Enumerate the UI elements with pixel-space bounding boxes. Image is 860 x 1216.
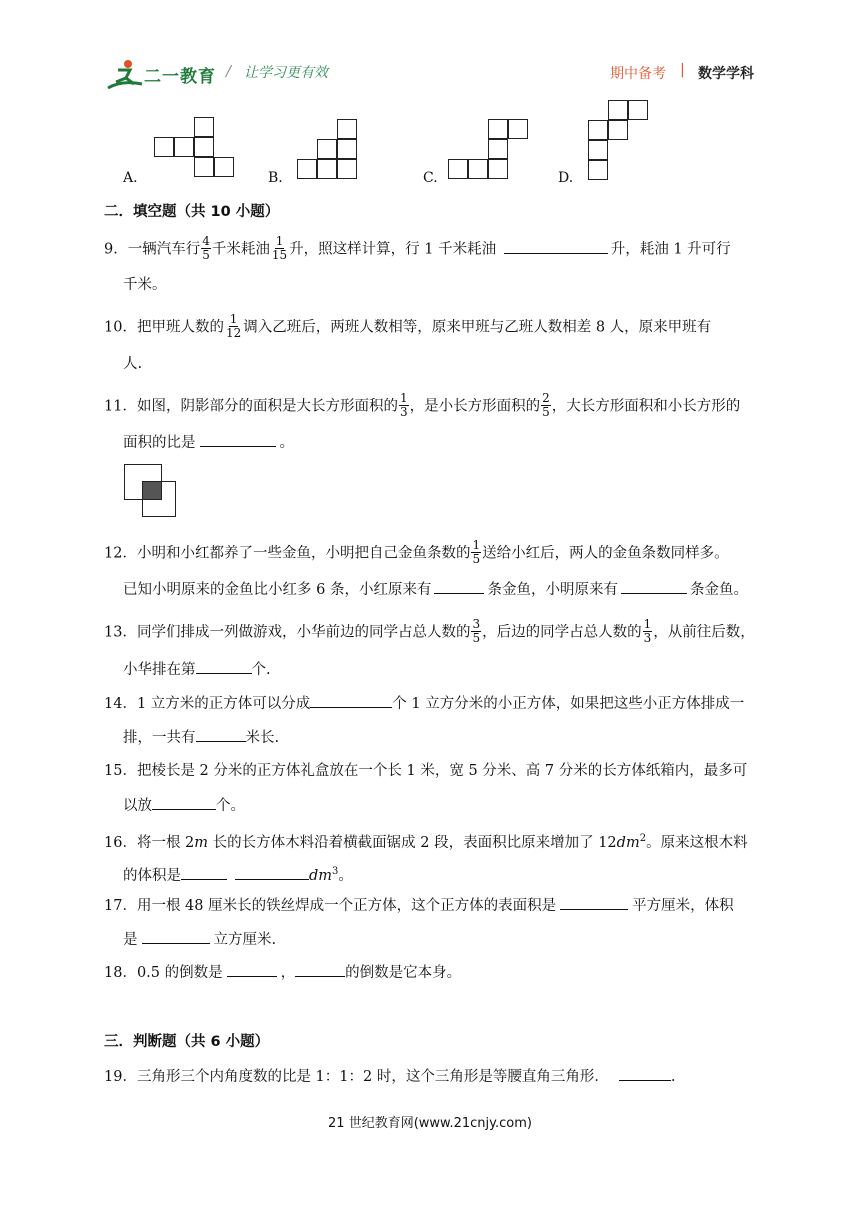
question-12-cont: 已知小明原来的金鱼比小红多 6 条，小红原来有 条金鱼，小明原来有 条金鱼。 bbox=[123, 579, 748, 600]
slogan-divider: / bbox=[226, 62, 232, 80]
question-16-cont: 的体积是 $dm^3$。 bbox=[123, 866, 353, 884]
question-15-cont: 以放 个。 bbox=[123, 795, 245, 816]
answer-blank[interactable] bbox=[196, 659, 252, 674]
answer-blank[interactable] bbox=[434, 579, 484, 594]
option-d-label: D. bbox=[558, 170, 574, 186]
shaded-region bbox=[143, 482, 161, 499]
question-10-cont: 人. bbox=[123, 356, 143, 372]
answer-blank[interactable] bbox=[181, 865, 227, 880]
fraction: $\frac{1}{12}$ bbox=[225, 312, 242, 340]
question-15: 15．把棱长是 2 分米的正方体礼盒放在一个长 1 米，宽 5 分米、高 7 分米的长方体纸箱内，最多可 bbox=[104, 763, 748, 779]
fraction: $\frac{3}{5}$ bbox=[472, 617, 481, 645]
answer-blank[interactable] bbox=[621, 579, 687, 594]
question-18: 18．0.5 的倒数是 ， 的倒数是它本身。 bbox=[104, 962, 461, 983]
question-17: 17．用一根 48 厘米长的铁丝焊成一个正方体，这个正方体的表面积是 平方厘米，体积 bbox=[104, 895, 734, 916]
header-tag-subject: 数学学科 bbox=[698, 66, 754, 82]
answer-blank[interactable] bbox=[142, 929, 210, 944]
section-fill-in-title: 二．填空题（共 10 小题） bbox=[104, 204, 280, 220]
fraction: $\frac{2}{5}$ bbox=[542, 391, 550, 419]
slogan: 让学习更有效 bbox=[244, 65, 328, 81]
section-true-false-title: 三．判断题（共 6 小题） bbox=[104, 1034, 270, 1050]
fraction: $\frac{1}{15}$ bbox=[271, 234, 288, 262]
question-12: 12．小明和小红都养了一些金鱼，小明把自己金鱼条数的 $\frac{1}{5}$ 送给小红后，两人的金鱼条数同样多。 bbox=[104, 538, 729, 566]
answer-blank[interactable] bbox=[196, 727, 246, 742]
question-17-cont: 是 立方厘米. bbox=[123, 929, 276, 950]
question-13-cont: 小华排在第 个. bbox=[123, 659, 271, 680]
question-16: 16．将一根 2m 长的长方体木料沿着横截面锯成 2 段，表面积比原来增加了 $12dm^2$。原来这根木料 bbox=[104, 833, 748, 851]
header bbox=[100, 56, 760, 92]
question-14: 14．1 立方米的正方体可以分成 个 1 立方分米的小正方体，如果把这些小正方体排成一 bbox=[104, 693, 744, 714]
question-9-cont: 千米。 bbox=[123, 277, 167, 293]
answer-blank[interactable] bbox=[560, 895, 628, 910]
answer-blank[interactable] bbox=[227, 962, 277, 977]
answer-blank[interactable] bbox=[200, 432, 276, 447]
answer-blank[interactable] bbox=[619, 1066, 671, 1081]
question-10: 10．把甲班人数的 $\frac{1}{12}$ 调入乙班后，两班人数相等，原来甲班与乙班人数相差 8 人，原来甲班有 bbox=[104, 312, 712, 340]
question-11: 11．如图，阴影部分的面积是大长方形面积的 $\frac{1}{3}$ ，是小长方形面积的 $\frac{2}{5}$ ，大长方形面积和小长方形的 bbox=[104, 391, 741, 419]
answer-blank[interactable] bbox=[310, 693, 392, 708]
option-a-label: A. bbox=[123, 170, 138, 186]
question-19: 19．三角形三个内角度数的比是 1：1：2 时，这个三角形是等腰直角三角形． . bbox=[104, 1066, 675, 1087]
header-separator: | bbox=[680, 62, 685, 78]
fraction: $\frac{1}{5}$ bbox=[472, 538, 481, 566]
footer: 21 世纪教育网(www.21cnjy.com) bbox=[328, 1116, 532, 1131]
fraction: $\frac{1}{3}$ bbox=[643, 617, 652, 645]
answer-blank[interactable] bbox=[235, 865, 309, 880]
option-c-label: C. bbox=[423, 170, 438, 186]
answer-blank[interactable] bbox=[295, 962, 345, 977]
question-13: 13．同学们排成一列做游戏，小华前边的同学占总人数的 $\frac{3}{5}$ ，后边的同学占总人数的 $\frac{1}{3}$ ，从前往后数， bbox=[104, 617, 755, 645]
answer-blank[interactable] bbox=[504, 239, 608, 254]
fraction: $\frac{1}{3}$ bbox=[399, 391, 408, 419]
answer-blank[interactable] bbox=[152, 795, 216, 810]
fraction: $\frac{4}{5}$ bbox=[202, 234, 210, 262]
option-b-label: B. bbox=[268, 170, 283, 186]
logo-icon bbox=[104, 58, 146, 92]
header-tag-exam: 期中备考 bbox=[610, 66, 666, 82]
question-9: 9．一辆汽车行 $\frac{4}{5}$ 千米耗油 $\frac{1}{15}$ 升，照这样计算，行 1 千米耗油 升，耗油 1 升可行 bbox=[104, 234, 731, 262]
logo-text: 二一教育 bbox=[144, 67, 216, 87]
question-14-cont: 排，一共有 米长. bbox=[123, 727, 279, 748]
question-11-cont: 面积的比是 。 bbox=[123, 432, 294, 453]
